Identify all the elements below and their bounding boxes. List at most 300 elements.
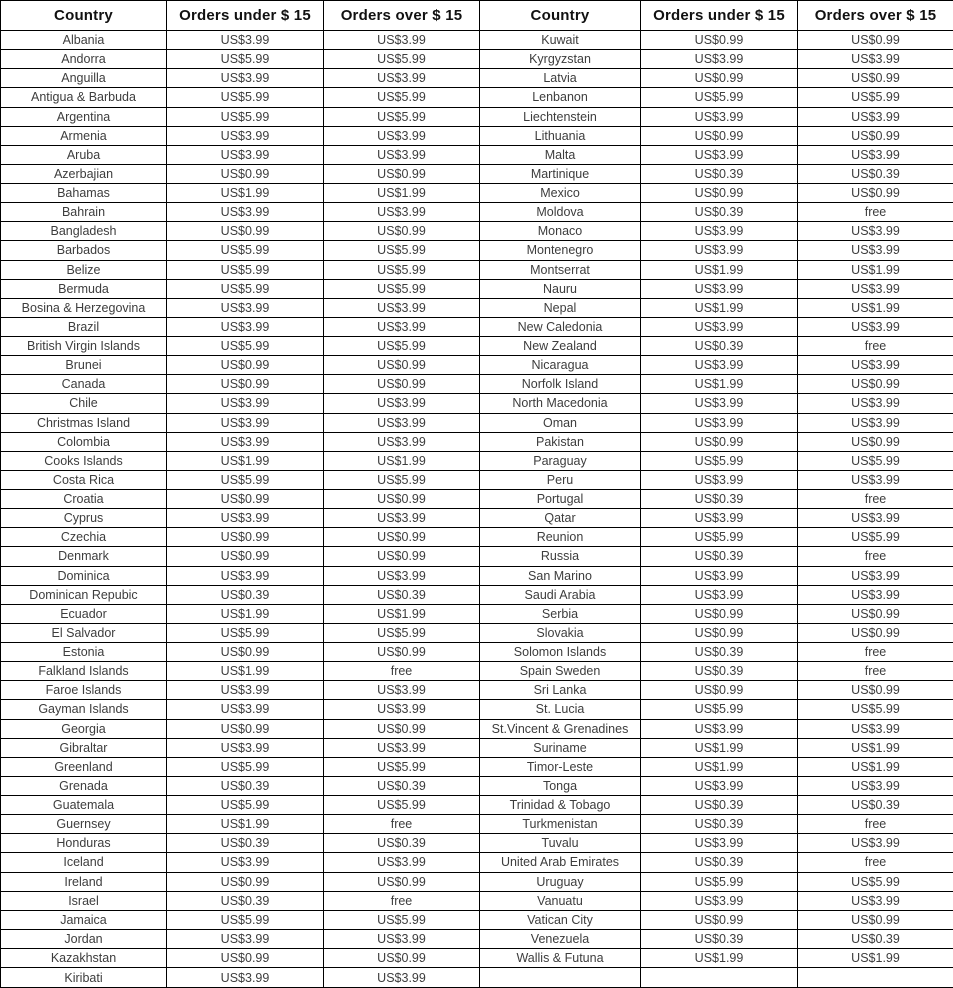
country-cell: Brunei	[1, 356, 167, 375]
table-row	[1, 738, 953, 757]
country-cell: Jordan	[1, 929, 167, 948]
rate-cell: US$3.99	[167, 929, 324, 948]
rate-cell: US$0.99	[798, 681, 953, 700]
table-row	[1, 356, 953, 375]
rate-cell	[798, 968, 953, 988]
table-row	[1, 566, 953, 585]
rate-cell: US$3.99	[324, 700, 480, 719]
table-row	[1, 929, 953, 948]
country-cell: Estonia	[1, 643, 167, 662]
country-cell: Norfolk Island	[480, 375, 641, 394]
rate-cell: US$1.99	[798, 260, 953, 279]
rate-cell: US$3.99	[641, 891, 798, 910]
rate-cell: US$0.99	[324, 375, 480, 394]
rate-cell: US$3.99	[798, 413, 953, 432]
column-header-country-left: Country	[1, 1, 167, 31]
table-row	[1, 88, 953, 107]
country-cell: Liechtenstein	[480, 107, 641, 126]
rate-cell: US$5.99	[324, 470, 480, 489]
country-cell: Peru	[480, 470, 641, 489]
rate-cell: US$3.99	[324, 31, 480, 50]
rate-cell: US$5.99	[167, 107, 324, 126]
country-cell: Iceland	[1, 853, 167, 872]
rate-cell: US$3.99	[324, 681, 480, 700]
rate-cell: US$0.99	[167, 949, 324, 968]
rate-cell: US$3.99	[798, 566, 953, 585]
rate-cell: US$3.99	[324, 394, 480, 413]
rate-cell: US$3.99	[324, 929, 480, 948]
rate-cell: US$5.99	[167, 279, 324, 298]
rate-cell: US$5.99	[324, 796, 480, 815]
rate-cell: US$3.99	[324, 509, 480, 528]
column-header-under15-right: Orders under $ 15	[641, 1, 798, 31]
rate-cell: free	[324, 662, 480, 681]
country-cell: Venezuela	[480, 929, 641, 948]
rate-cell: US$0.39	[324, 834, 480, 853]
table-row	[1, 509, 953, 528]
country-cell: Brazil	[1, 317, 167, 336]
table-row	[1, 490, 953, 509]
rate-cell: US$0.99	[167, 164, 324, 183]
rate-cell: US$0.39	[641, 547, 798, 566]
rate-cell: US$3.99	[167, 700, 324, 719]
rate-cell: US$5.99	[167, 50, 324, 69]
rate-cell: US$0.39	[798, 796, 953, 815]
rate-cell: US$0.99	[798, 910, 953, 929]
rate-cell: US$0.99	[167, 719, 324, 738]
country-cell: Falkland Islands	[1, 662, 167, 681]
rate-cell: US$3.99	[324, 298, 480, 317]
rate-cell: US$3.99	[324, 203, 480, 222]
rate-cell: US$5.99	[167, 260, 324, 279]
country-cell: Dominica	[1, 566, 167, 585]
rate-cell: free	[324, 891, 480, 910]
country-cell: Kuwait	[480, 31, 641, 50]
country-cell: El Salvador	[1, 623, 167, 642]
rate-cell: US$3.99	[798, 107, 953, 126]
rate-cell: US$1.99	[167, 604, 324, 623]
country-cell: Montserrat	[480, 260, 641, 279]
rate-cell: US$3.99	[641, 222, 798, 241]
rate-cell: US$0.39	[641, 796, 798, 815]
country-cell: Vatican City	[480, 910, 641, 929]
rate-cell: US$0.99	[641, 604, 798, 623]
rate-cell: US$1.99	[641, 949, 798, 968]
rate-cell: US$3.99	[167, 317, 324, 336]
rate-cell: US$0.39	[641, 815, 798, 834]
country-cell: Denmark	[1, 547, 167, 566]
rate-cell: US$1.99	[798, 738, 953, 757]
country-cell: Guernsey	[1, 815, 167, 834]
rate-cell: US$3.99	[641, 509, 798, 528]
country-cell: Andorra	[1, 50, 167, 69]
rate-cell: US$0.39	[641, 490, 798, 509]
rate-cell: US$3.99	[798, 317, 953, 336]
rate-cell: free	[798, 337, 953, 356]
table-row	[1, 796, 953, 815]
rate-cell: US$1.99	[167, 815, 324, 834]
rate-cell: US$0.99	[798, 375, 953, 394]
rate-cell: US$0.99	[798, 126, 953, 145]
rate-cell: US$3.99	[324, 126, 480, 145]
country-cell: Bangladesh	[1, 222, 167, 241]
rate-cell: US$3.99	[641, 394, 798, 413]
rate-cell: US$1.99	[798, 757, 953, 776]
table-row	[1, 260, 953, 279]
table-row	[1, 968, 953, 988]
country-cell: Christmas Island	[1, 413, 167, 432]
country-cell: Suriname	[480, 738, 641, 757]
rate-cell: US$3.99	[798, 585, 953, 604]
rate-cell: US$0.99	[798, 604, 953, 623]
country-cell: Anguilla	[1, 69, 167, 88]
rate-cell: US$5.99	[798, 872, 953, 891]
table-row	[1, 413, 953, 432]
rate-cell: US$0.99	[641, 126, 798, 145]
rate-cell: US$3.99	[798, 222, 953, 241]
table-row	[1, 50, 953, 69]
country-cell: Belize	[1, 260, 167, 279]
rate-cell: US$3.99	[798, 279, 953, 298]
rate-cell: US$0.99	[641, 681, 798, 700]
country-cell: Guatemala	[1, 796, 167, 815]
country-cell: Lithuania	[480, 126, 641, 145]
rate-cell: US$3.99	[798, 776, 953, 795]
table-row	[1, 241, 953, 260]
rate-cell: US$0.99	[324, 872, 480, 891]
rate-cell: US$3.99	[167, 413, 324, 432]
rate-cell: US$3.99	[641, 107, 798, 126]
rate-cell: US$0.39	[641, 853, 798, 872]
rate-cell: US$3.99	[641, 279, 798, 298]
country-cell: British Virgin Islands	[1, 337, 167, 356]
rate-cell: US$3.99	[798, 834, 953, 853]
rate-cell: US$1.99	[324, 184, 480, 203]
table-row	[1, 853, 953, 872]
rate-cell: free	[798, 853, 953, 872]
table-row	[1, 604, 953, 623]
rate-cell: US$0.99	[167, 547, 324, 566]
rate-cell: US$3.99	[167, 566, 324, 585]
rate-cell: US$3.99	[167, 298, 324, 317]
country-cell: Moldova	[480, 203, 641, 222]
rate-cell: US$0.39	[167, 585, 324, 604]
country-cell: New Zealand	[480, 337, 641, 356]
rate-cell: US$0.99	[641, 623, 798, 642]
rate-cell: US$1.99	[167, 184, 324, 203]
table-body	[1, 31, 953, 988]
country-cell: Jamaica	[1, 910, 167, 929]
table-row	[1, 375, 953, 394]
rate-cell	[641, 968, 798, 988]
rate-cell: US$0.99	[641, 184, 798, 203]
country-cell: Azerbajian	[1, 164, 167, 183]
rate-cell: US$3.99	[641, 241, 798, 260]
country-cell: Lenbanon	[480, 88, 641, 107]
table-header	[1, 1, 953, 31]
country-cell: Bahrain	[1, 203, 167, 222]
table-row	[1, 145, 953, 164]
country-cell: Qatar	[480, 509, 641, 528]
rate-cell: US$0.99	[798, 623, 953, 642]
country-cell: Israel	[1, 891, 167, 910]
country-cell: Georgia	[1, 719, 167, 738]
rate-cell: US$3.99	[798, 145, 953, 164]
rate-cell: US$0.99	[324, 949, 480, 968]
column-header-over15-left: Orders over $ 15	[324, 1, 480, 31]
rate-cell: free	[324, 815, 480, 834]
rate-cell: free	[798, 662, 953, 681]
rate-cell: US$5.99	[641, 451, 798, 470]
rate-cell: US$5.99	[324, 88, 480, 107]
rate-cell: US$3.99	[798, 891, 953, 910]
rate-cell: US$0.39	[324, 776, 480, 795]
rate-cell: US$3.99	[798, 394, 953, 413]
rate-cell: US$3.99	[167, 509, 324, 528]
rate-cell: US$1.99	[324, 604, 480, 623]
table-row	[1, 317, 953, 336]
rate-cell: US$0.39	[167, 891, 324, 910]
country-cell: North Macedonia	[480, 394, 641, 413]
rate-cell: US$5.99	[167, 796, 324, 815]
rate-cell: US$1.99	[641, 298, 798, 317]
table-row	[1, 623, 953, 642]
country-cell: Bahamas	[1, 184, 167, 203]
table-row	[1, 757, 953, 776]
rate-cell: US$5.99	[641, 88, 798, 107]
rate-cell: US$1.99	[798, 298, 953, 317]
country-cell: Gibraltar	[1, 738, 167, 757]
country-cell: Nauru	[480, 279, 641, 298]
header-row	[1, 1, 953, 31]
column-header-country-right: Country	[480, 1, 641, 31]
rate-cell: US$0.39	[167, 834, 324, 853]
rate-cell: US$3.99	[641, 413, 798, 432]
rate-cell: US$0.39	[641, 643, 798, 662]
rate-cell: US$5.99	[167, 910, 324, 929]
rate-cell: US$5.99	[167, 241, 324, 260]
rate-cell: US$0.99	[324, 222, 480, 241]
table-row	[1, 203, 953, 222]
country-cell: Gayman Islands	[1, 700, 167, 719]
rate-cell: US$3.99	[798, 719, 953, 738]
country-cell: Nicaragua	[480, 356, 641, 375]
rate-cell: US$3.99	[798, 356, 953, 375]
rate-cell: US$0.99	[798, 184, 953, 203]
table-row	[1, 451, 953, 470]
country-cell: Turkmenistan	[480, 815, 641, 834]
country-cell: Bosina & Herzegovina	[1, 298, 167, 317]
country-cell: Sri Lanka	[480, 681, 641, 700]
rate-cell: US$3.99	[324, 413, 480, 432]
rate-cell: US$3.99	[167, 681, 324, 700]
country-cell: Latvia	[480, 69, 641, 88]
country-cell: Tonga	[480, 776, 641, 795]
country-cell: United Arab Emirates	[480, 853, 641, 872]
rate-cell: US$0.99	[167, 375, 324, 394]
rate-cell: US$0.99	[167, 222, 324, 241]
rate-cell: free	[798, 643, 953, 662]
rate-cell: US$3.99	[167, 126, 324, 145]
rate-cell: US$5.99	[324, 260, 480, 279]
rate-cell: US$0.99	[798, 432, 953, 451]
country-cell: Oman	[480, 413, 641, 432]
country-cell: Saudi Arabia	[480, 585, 641, 604]
rate-cell: US$5.99	[324, 107, 480, 126]
rate-cell: US$3.99	[798, 50, 953, 69]
rate-cell: US$3.99	[167, 432, 324, 451]
country-cell: New Caledonia	[480, 317, 641, 336]
table-row	[1, 834, 953, 853]
country-cell: Wallis & Futuna	[480, 949, 641, 968]
country-cell: Canada	[1, 375, 167, 394]
rate-cell: US$3.99	[324, 432, 480, 451]
rate-cell: US$3.99	[641, 776, 798, 795]
table-row	[1, 164, 953, 183]
country-cell: Vanuatu	[480, 891, 641, 910]
country-cell: Mexico	[480, 184, 641, 203]
rate-cell: US$3.99	[641, 470, 798, 489]
table-row	[1, 700, 953, 719]
country-cell: Pakistan	[480, 432, 641, 451]
country-cell: Czechia	[1, 528, 167, 547]
rate-cell: US$0.99	[324, 643, 480, 662]
rate-cell: US$5.99	[641, 528, 798, 547]
rate-cell: US$1.99	[798, 949, 953, 968]
rate-cell: US$5.99	[167, 337, 324, 356]
rate-cell: US$0.39	[641, 203, 798, 222]
rate-cell: US$1.99	[641, 757, 798, 776]
country-cell: Timor-Leste	[480, 757, 641, 776]
country-cell	[480, 968, 641, 988]
rate-cell: US$3.99	[641, 719, 798, 738]
country-cell: Faroe Islands	[1, 681, 167, 700]
rate-cell: US$5.99	[324, 910, 480, 929]
rate-cell: US$3.99	[324, 738, 480, 757]
rate-cell: US$3.99	[641, 317, 798, 336]
rate-cell: US$3.99	[167, 968, 324, 988]
rate-cell: US$3.99	[167, 145, 324, 164]
rate-cell: free	[798, 815, 953, 834]
table-row	[1, 222, 953, 241]
rate-cell: US$5.99	[641, 700, 798, 719]
rate-cell: US$5.99	[324, 50, 480, 69]
rate-cell: US$5.99	[167, 88, 324, 107]
table-row	[1, 184, 953, 203]
table-row	[1, 585, 953, 604]
rate-cell: US$0.99	[167, 490, 324, 509]
rate-cell: US$0.99	[641, 432, 798, 451]
country-cell: Barbados	[1, 241, 167, 260]
country-cell: Martinique	[480, 164, 641, 183]
rate-cell: US$0.99	[641, 69, 798, 88]
rate-cell: US$5.99	[641, 872, 798, 891]
country-cell: Ecuador	[1, 604, 167, 623]
rate-cell: US$3.99	[324, 69, 480, 88]
table-row	[1, 681, 953, 700]
rate-cell: US$0.99	[324, 356, 480, 375]
country-cell: Portugal	[480, 490, 641, 509]
rate-cell: US$5.99	[798, 700, 953, 719]
rate-cell: US$0.99	[641, 910, 798, 929]
table-row	[1, 432, 953, 451]
table-row	[1, 470, 953, 489]
country-cell: Cyprus	[1, 509, 167, 528]
rate-cell: US$0.99	[798, 31, 953, 50]
country-cell: San Marino	[480, 566, 641, 585]
country-cell: Grenada	[1, 776, 167, 795]
country-cell: Cooks Islands	[1, 451, 167, 470]
rate-cell: US$3.99	[798, 509, 953, 528]
rate-cell: US$3.99	[324, 566, 480, 585]
country-cell: St. Lucia	[480, 700, 641, 719]
rate-cell: US$5.99	[324, 241, 480, 260]
country-cell: Uruguay	[480, 872, 641, 891]
rate-cell: US$0.99	[324, 490, 480, 509]
rate-cell: US$3.99	[641, 834, 798, 853]
rate-cell: US$3.99	[167, 853, 324, 872]
rate-cell: US$0.99	[798, 69, 953, 88]
country-cell: Malta	[480, 145, 641, 164]
table-row	[1, 69, 953, 88]
rate-cell: US$0.39	[167, 776, 324, 795]
rate-cell: US$0.99	[167, 643, 324, 662]
country-cell: Antigua & Barbuda	[1, 88, 167, 107]
country-cell: Honduras	[1, 834, 167, 853]
country-cell: Kyrgyzstan	[480, 50, 641, 69]
rate-cell: US$0.39	[324, 585, 480, 604]
table-row	[1, 126, 953, 145]
rate-cell: US$3.99	[641, 145, 798, 164]
rate-cell: US$3.99	[798, 470, 953, 489]
table-row	[1, 776, 953, 795]
rate-cell: US$0.99	[167, 872, 324, 891]
table-row	[1, 394, 953, 413]
rate-cell: US$3.99	[798, 241, 953, 260]
table-row	[1, 643, 953, 662]
rate-cell: US$3.99	[324, 145, 480, 164]
table-row	[1, 891, 953, 910]
rate-cell: US$0.39	[641, 662, 798, 681]
rate-cell: US$0.39	[641, 337, 798, 356]
table-row	[1, 662, 953, 681]
country-cell: Serbia	[480, 604, 641, 623]
rate-cell: US$0.99	[167, 528, 324, 547]
rate-cell: US$0.39	[798, 164, 953, 183]
table-row	[1, 107, 953, 126]
country-cell: Monaco	[480, 222, 641, 241]
table-row	[1, 872, 953, 891]
column-header-under15-left: Orders under $ 15	[167, 1, 324, 31]
rate-cell: US$5.99	[324, 337, 480, 356]
rate-cell: US$1.99	[641, 738, 798, 757]
rate-cell: US$3.99	[167, 203, 324, 222]
rate-cell: free	[798, 203, 953, 222]
column-header-over15-right: Orders over $ 15	[798, 1, 953, 31]
rate-cell: US$5.99	[798, 88, 953, 107]
country-cell: Armenia	[1, 126, 167, 145]
country-cell: Costa Rica	[1, 470, 167, 489]
country-cell: Ireland	[1, 872, 167, 891]
rate-cell: US$3.99	[641, 50, 798, 69]
rate-cell: US$3.99	[641, 566, 798, 585]
rate-cell: US$0.99	[641, 31, 798, 50]
table-row	[1, 815, 953, 834]
country-cell: Solomon Islands	[480, 643, 641, 662]
table-row	[1, 719, 953, 738]
rate-cell: US$0.99	[167, 356, 324, 375]
rate-cell: free	[798, 547, 953, 566]
